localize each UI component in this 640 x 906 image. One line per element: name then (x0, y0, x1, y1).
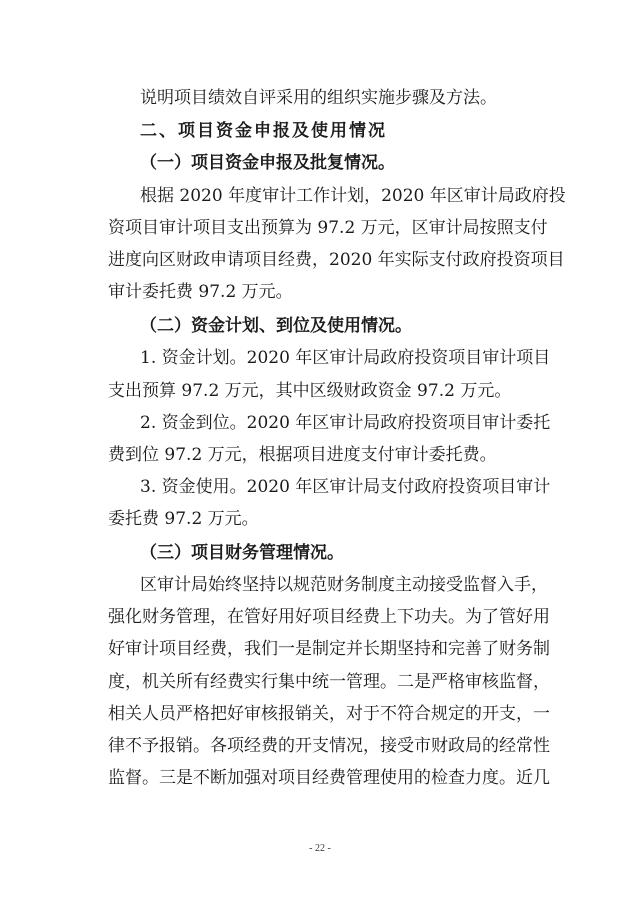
paragraph-line: 好审计项目经费，我们一是制定并长期坚持和完善了财务制 (108, 639, 550, 659)
paragraph-line: 律不予报销。各项经费的开支情况，接受市财政局的经常性 (108, 736, 550, 756)
paragraph-line: 3. 资金使用。2020 年区审计局支付政府投资项目审计 (140, 477, 551, 497)
subsection-heading: （二）资金计划、到位及使用情况。 (140, 316, 412, 336)
paragraph-line: 监督。三是不断加强对项目经费管理使用的检查力度。近几 (108, 768, 550, 788)
paragraph-line: 根据 2020 年度审计工作计划，2020 年区审计局政府投 (140, 186, 566, 206)
paragraph-line: 审计委托费 97.2 万元。 (108, 282, 293, 302)
paragraph-line: 费到位 97.2 万元，根据项目进度支付审计委托费。 (108, 445, 497, 465)
subsection-heading: （一）项目资金申报及批复情况。 (140, 153, 395, 173)
subsection-heading: （三）项目财务管理情况。 (140, 543, 344, 563)
paragraph-line: 资项目审计项目支出预算为 97.2 万元，区审计局按照支付 (108, 218, 548, 238)
section-heading: 二、项目资金申报及使用情况 (140, 121, 387, 141)
paragraph-line: 进度向区财政申请项目经费，2020 年实际支付政府投资项目 (108, 250, 565, 270)
paragraph-line: 度，机关所有经费实行集中统一管理。二是严格审核监督， (108, 672, 550, 692)
paragraph-line: 说明项目绩效自评采用的组织实施步骤及方法。 (140, 88, 497, 108)
paragraph-line: 相关人员严格把好审核报销关，对于不符合规定的开支，一 (108, 704, 550, 724)
paragraph-line: 强化财务管理，在管好用好项目经费上下功夫。为了管好用 (108, 607, 550, 627)
page-number: - 22 - (309, 843, 331, 854)
paragraph-line: 2. 资金到位。2020 年区审计局政府投资项目审计委托 (140, 413, 551, 433)
paragraph-line: 委托费 97.2 万元。 (108, 509, 259, 529)
paragraph-line: 1. 资金计划。2020 年区审计局政府投资项目审计项目 (140, 348, 551, 368)
paragraph-line: 支出预算 97.2 万元，其中区级财政资金 97.2 万元。 (108, 381, 512, 401)
paragraph-line: 区审计局始终坚持以规范财务制度主动接受监督入手， (140, 575, 548, 595)
